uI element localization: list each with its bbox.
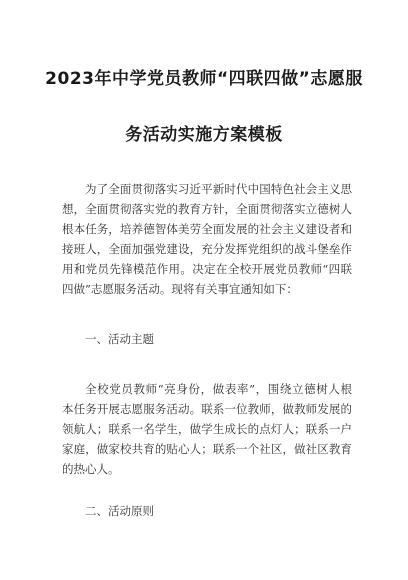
paragraph-1-line: 根本任务，培养德智体美劳全面发展的社会主义建设者和: [62, 222, 352, 236]
paragraph-2-line: 家庭，做家校共育的贴心人；联系一个社区，做社区教育: [62, 442, 352, 456]
paragraph-1-line: 为了全面贯彻落实习近平新时代中国特色社会主义思: [85, 182, 352, 196]
section-heading-principles: 二、活动原则: [85, 504, 154, 518]
paragraph-1-line: 四做”志愿服务活动。现将有关事宜通知如下：: [62, 282, 298, 296]
document-title-line-1: 2023年中学党员教师“四联四做”志愿服: [45, 69, 363, 89]
paragraph-2-line: 的热心人。: [62, 462, 120, 476]
section-heading-theme: 一、活动主题: [85, 332, 154, 346]
paragraph-1-line: 接班人，全面加强党建设，充分发挥党组织的战斗堡垒作: [62, 242, 352, 256]
paragraph-1-line: 想，全面贯彻落实党的教育方针，全面贯彻落实立德树人: [62, 202, 352, 216]
paragraph-1-line: 用和党员先锋模范作用。决定在全校开展党员教师“四联: [62, 262, 352, 276]
paragraph-2-line: 本任务开展志愿服务活动。联系一位教师，做教师发展的: [62, 402, 352, 416]
paragraph-2-line: 全校党员教师“亮身份，做表率”，围绕立德树人根: [85, 382, 352, 396]
document-title-line-2: 务活动实施方案模板: [125, 125, 283, 145]
paragraph-2-line: 领航人；联系一名学生，做学生成长的点灯人；联系一户: [62, 422, 352, 436]
